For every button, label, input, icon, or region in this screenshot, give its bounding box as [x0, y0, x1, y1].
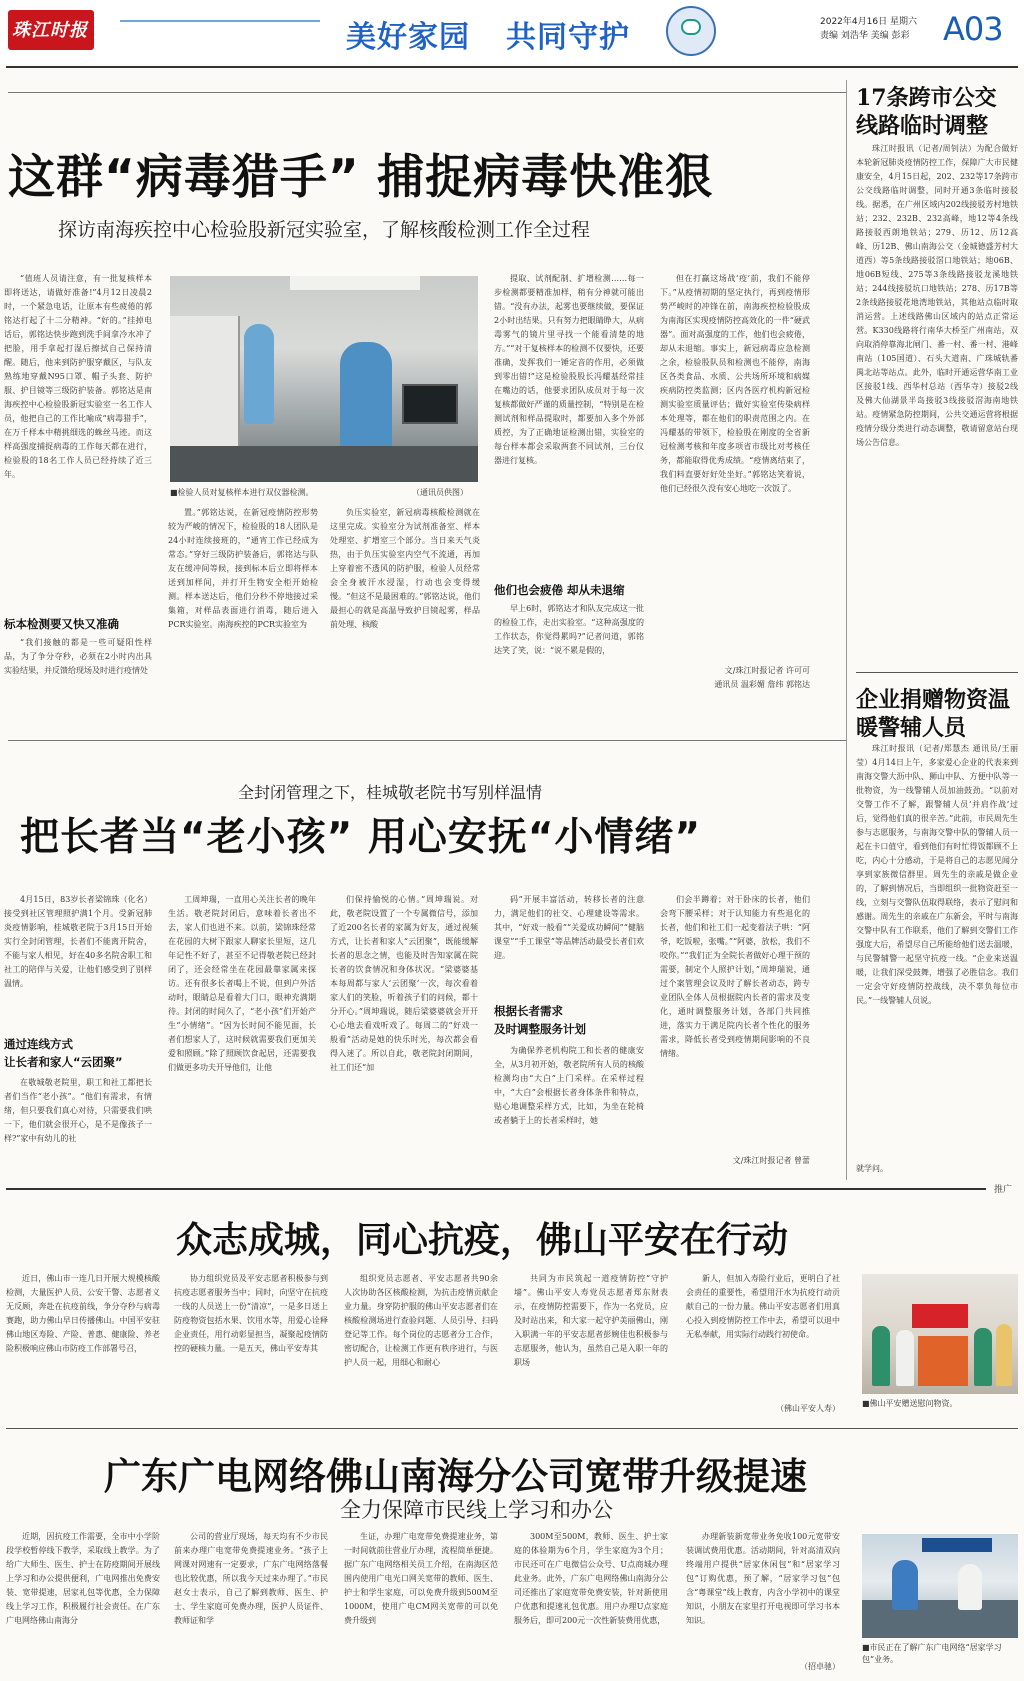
story2-col2: 工周坤瑞，一直用心关注长者的晚年生活。敬老院封闭后，意味着长者出不去，家人们也进不来。以前，梁锦珠经常在花园的大树下跟家人聊家长里短，这几年记性不好了，甚至不记得敬老院已经封闭了，还会经常坐在花园最靠家属来探访。还有很多长者喝上不说，但到户外活动时，眼睛总是看着大门口，眼神充满期待。封闭的时间久了，“老小孩”们开始产生“小情绪”。“因为长时间不能见面，长者们想家人了，这时候就需要我们更加关爱和照顾。”除了照顾饮食起居，还需要我们做更多功夫开导他们，让他: [168, 895, 316, 1072]
story3-tag: 推广: [994, 1185, 1013, 1195]
story2-top-rule: [8, 740, 846, 741]
story1-col1: “值班人员请注意，有一批复核样本即将送达，请做好准备!”4月12日凌晨2时，一个紧急电话，让原本有些疲倦的郭铭达打起了十二分精神。“好的。”挂掉电话后，郭铭达快步跑到洗手间拿冷水冲了把脸，用手拿起打湿后擦拭自己保持清醒。随后，他来到防护服穿戴区，与队友熟练地穿戴N95口罩、帽子头套、防护服、护目镜等三级防护装备。郭铭达是南海疾控中心检验股新冠实验室一名工作人员，他把自己的工作比喻成“病毒猎手”，在万千样本中精挑细选的蛛丝马迹。而这样高强度捕捉病毒的工作每天都在进行，检验股的18名工作人员已经持续了近三年。: [4, 274, 152, 479]
story2-col1b: 在敬城敬老院里，职工和社工都把长者们当作“老小孩”。“他们有需求，有情绪，但只要我们真心对待，只需要我们哄一下，他们就会很开心，是不是像孩子一样?”家中有幼儿的社: [4, 1078, 152, 1143]
promo-person-2: [896, 1330, 914, 1386]
counter-desk: [862, 1600, 1018, 1638]
story3-photo-caption: ■佛山平安赠送慰问物资。: [862, 1399, 958, 1408]
promo-banner: [912, 1304, 968, 1328]
story2-col4b: 为确保养老机构院工和长者的健康安全，从3月初开始，敬老院所有人员的核酸检测均由“大白”上门采样。在采样过程中，“大白”会根据长者身体条件和特点，贴心地调整采样方式，比如，为坐在轮椅或者躺于上的长者采样时，她: [494, 1046, 644, 1125]
masthead-rule: [6, 66, 1018, 68]
story3-col3: 组织党员志愿者、平安志愿者共90余人次协助各区核酸检测，为抗击疫情贡献企业力量。身穿防护服的佛山平安志愿者们在核酸检测场进行查验问题、人员引导、扫码登记等工作。每个岗位的志愿者分工合作，密切配合，让检测工作更有秩序进行，与医护人员一起，用细心和耐心: [344, 1274, 498, 1367]
story3-credit: （佛山平安人寿）: [776, 1404, 840, 1413]
counter-sign: [922, 1538, 992, 1552]
story1-subheadline: 探访南海疾控中心检验股新冠实验室，了解核酸检测工作全过程: [58, 219, 591, 241]
story3-col2: 协力组织党员及平安志愿者积极参与到抗疫志愿者服务当中；同时，向坚守在抗疫一线的人员送上一份“清凉”，一是多日送上防疫物资包括水果、饮用水等，用爱心诠释企业责任，用行动彰显担当，凝聚起疫情防控的硬核力量。一是五天，佛山平安寿其: [174, 1274, 328, 1353]
story4-credit: （招卓驰）: [800, 1662, 840, 1671]
story3-col4: 共同为市民筑起一道疫情防控“守护墙”。佛山平安人寿党员志愿者郑东财表示，在疫情防控需要下，作为一名党员，应及时站出来，和大家一起守护美丽佛山，刚入职满一年的平安志愿者彭婉佳也积极参与志愿服务，他认为，虽然自己是入职一年的职场: [514, 1274, 668, 1367]
story1-col3: 负压实验室，新冠病毒核酸检测就在这里完成。实验室分为试剂准备室、样本处理室、扩增室三个部分。当日来天气炎热，由于负压实验室内空气不流通，再加上穿着密不透风的防护服，检验人员经常会全身被汗水浸湿，行动也会变得缓慢。“但这不是最困难的。”郭铭达说，他们最担心的就是高温导致护目镜起雾，样品前处理、核酸: [330, 508, 480, 629]
lab-ceiling-light: [290, 276, 420, 290]
story4-col3: 生证，办理广电宽带免费提速业务，第一时间就前往营业厅办理，流程简单便捷。据广东广电网络相关员工介绍，在南海区范围内使用广电光口网关宽带的教师、医生、护士和学生家庭，可以免费升级到500M至1000M，使用广电CM网关宽带的可以免费升级到: [344, 1532, 498, 1625]
story4-col2: 公司的营业厅现场，每天均有不少市民前来办理广电宽带免费提速业务。“孩子上网课对网速有一定要求，广东广电网络落餐也比较优惠，所以我今天过来办理了。”市民赵女士表示，自己了解到教师、医生、护士、学生家庭可免费办理，医护人员证件、教师证和学: [174, 1532, 328, 1625]
story4-col5: 办理新装新宽带业务免收100元宽带安装调试费用优惠。活动期间，针对高清双向终端用户提供“居家休闲包”和“居家学习包”订购优惠，预了解，“居家学习包”包含“粤课堂”线上教育，内含小学初中的课堂知识，小朋友在家里打开电视即可学习书本知识。: [686, 1532, 840, 1625]
story1-subhead-1: 标本检测要又快又准确: [4, 617, 119, 631]
masthead-decor: [120, 20, 320, 22]
story1-subhead-2: 他们也会疲倦 却从未退缩: [494, 583, 625, 597]
sidebar2-tail: 就学问。: [856, 1164, 888, 1173]
story2-col1: 4月15日，83岁长者梁锦珠（化名）接受到社区管理照护满1个月。受新冠肺炎疫情影响，桂城敬老院于3月15日开始实行全封闭管理，长者们不能离开院舍，不能与家人相见，好在40多名院舍职工和社工的陪伴与关爱，让他们感受到了别样温情。: [4, 895, 152, 988]
masthead-date: 2022年4月16日 星期六: [820, 17, 917, 27]
masthead: [0, 0, 1024, 64]
story2-subhead-1b: 让长者和家人“云团聚”: [4, 1055, 123, 1069]
promo-person-4: [996, 1324, 1012, 1386]
story2-col4: 码”开展丰富活动，转移长者的注意力，满足他们的社交、心理建设等需求。其中，“好戏一般看”“关爱成功瞬间”“健脑课堂”“手工课堂”等品牌活动最受长者们欢迎。: [494, 895, 644, 960]
story3-top-rule: [6, 1188, 986, 1190]
sidebar-mid-rule: [856, 672, 1018, 673]
lab-worker-right: [340, 342, 392, 452]
story4-subheadline: 全力保障市民线上学习和办公: [340, 1498, 613, 1522]
story2-col3: 们保持愉悦的心情。”周坤瑞说。对此，敬老院设置了一个专属微信号，添加了近200名长者的家属为好友，通过视频方式，让长者和家人“云团聚”，既能缓解长者的思念之情，也能及时告知家属在院长者的饮食情况和身体状况。“梁婆婆基本每周都与家人‘云团聚’一次，每次看着家人们的笑脸，听着孩子们的问候，都十分开心。”周坤瑞说，随后梁婆婆就会开开心心地去看戏听戏了。每周二的“好戏一般看”活动是她的快乐时光，每次都会看得入迷了。所以自此，敬老院封闭期间，社工们还“加: [330, 895, 478, 1072]
promo-person-1: [872, 1326, 890, 1386]
story3-col5: 新人，但加入寿险行业后，更明白了社会责任的重要性，希望用汗水为抗疫行动贡献自己的一份力量。佛山平安志愿者们用真心投入到疫情防控工作中去，希望可以退中无私奉献，用实际行动践行初使命。: [686, 1274, 840, 1339]
sidebar2-headline: 企业捐赠物资温暖警辅人员: [856, 687, 1011, 741]
masthead-mascot-face: [681, 19, 701, 35]
masthead-slogan-a: 美好家园: [346, 20, 470, 55]
masthead-slogan-b: 共同守护: [506, 20, 630, 55]
lab-worker-left: [244, 324, 274, 424]
story1-photo-caption: ■检验人员对复核样本进行双仪器检测。: [170, 488, 314, 497]
story2-kicker: 全封闭管理之下，桂城敬老院书写别样温情: [238, 783, 543, 802]
sidebar-divider: [846, 80, 847, 1180]
story2-subhead-1a: 通过连线方式: [4, 1037, 73, 1051]
story3-col1: 近日，佛山市一连几日开展大规模核酸检测，大量医护人员、公安干警、志愿者义无反顾，奔赴在抗疫前线，争分夺秒与病毒赛跑，助力佛山早日传播佛山。中国平安驻佛山地区寿险、产险、普惠、健康险、养老险积极响应佛山市防疫工作部署号召，: [6, 1274, 160, 1353]
sidebar1-body: 珠江时报讯（记者/周钊法）为配合做好本轮新冠肺炎疫情防控工作，保障广大市民健康安全，4月15日起，202、232等17条跨市公交线路临时调整，同时开通3条临时接驳线。据悉，在广州区域内202线接驳芳村地铁站；232、232B、232高峰，地12等4条线路接驳西朗地铁站；279、历12、历12高峰、历12B、佛山南海公交（金城德盛芳村大道西）等5条线路接驳滘口地铁站；地06B、地06B短线、275等3条线路接驳龙溪地铁站；244线接驳坑口地铁站；278、历17B等2条线路接驳花地湾地铁站，其他站点临时取消运营。上述线路佛山区域内的站点正常运营。K330线路将行南华大桥至广州南站，双向取消停靠海北闸门、番一村、番一村、港峰南站（105国道）、石头大道南、广珠城轨番禺北站等站点。此外，临时开通运营华南工业区接驳1线、西华村总站（西华寺）接驳2线及佛大仙湖景半岛接驳3线接驳滘海南地铁站。疫情紧急防控期间，公共交通运营将根据疫情分级分类进行动态调整，敬请留意站台现场公告信息。: [856, 144, 1018, 447]
lab-cabinet: [170, 316, 240, 466]
story1-col4b: 早上6时，郭铭达才和队友完成这一批的检验工作，走出实验室。“这种高强度的工作状态，你觉得累吗?”记者问道，郭铭达笑了笑，说：“说不累是假的，: [494, 604, 644, 655]
masthead-editors: 责编 刘浩华 美编 彭彩: [820, 31, 910, 41]
story2-subhead-2b: 及时调整服务计划: [494, 1022, 586, 1036]
lab-monitor: [402, 384, 458, 424]
story4-headline: 广东广电网络佛山南海分公司宽带升级提速: [104, 1455, 807, 1498]
story4-col4: 300M至500M，教师、医生、护士家庭的体验期为6个月，学生家庭为3个月；市民还可在广电微信公众号、U点商城办理此业务。此外，广东广电网络佛山南海分公司还推出了家庭宽带免费安装，针对新使用户优惠和提速礼包优惠。用户办理U点家庭服务后，即可200元一次性新装费用优惠，: [514, 1532, 668, 1625]
citizen-figure: [892, 1560, 918, 1610]
story1-photo-credit: （通讯员供图）: [412, 488, 468, 497]
story1-col1b: “我们接触的都是一些可疑阳性样品，为了争分夺秒，必须在2小时内出具实验结果，并反馈给现场及时进行疫情处: [4, 638, 152, 675]
lab-bench: [170, 446, 478, 482]
story1-photo: [170, 276, 478, 482]
masthead-logo-text: 珠江时报: [12, 20, 88, 41]
story3-headline: 众志成城，同心抗疫，佛山平安在行动: [176, 1220, 789, 1261]
story1-col2: 置。”郭铭达说，在新冠疫情防控形势较为严峻的情况下，检验股的18人团队是24小时连续接班的，“通宵工作已经成为常态。”穿好三级防护装备后，郭铭达与队友在缓冲间等候，接到标本后立即将样本送到加样间，并打开生物安全柜开始检测。样本送达后，他们分秒不停地接过采集箱，对样品表面进行消毒，随后进入PCR实验室。南海疾控的PCR实验室为: [168, 508, 318, 629]
story1-headline: 这群“病毒猎手” 捕捉病毒快准狠: [8, 150, 714, 205]
story2-credit: 文/珠江时报记者 曾蕾: [732, 1156, 810, 1165]
story1-top-rule: [8, 92, 846, 93]
story1-credit: 文/珠江时报记者 许可可 通讯员 温彩媚 詹纬 郭铭达: [714, 666, 810, 689]
story2-subhead-2a: 根据长者需求: [494, 1004, 563, 1018]
promo-boxes: [918, 1336, 968, 1386]
sidebar1-headline: 17条跨市公交线路临时调整: [856, 85, 997, 139]
story3-photo: [862, 1274, 1018, 1394]
story4-photo-caption: ■市民正在了解广东广电网络“居家学习包”业务。: [862, 1643, 1002, 1664]
story4-top-rule: [6, 1428, 1018, 1429]
page-number: A03: [943, 10, 1003, 48]
story2-headline: 把长者当“老小孩” 用心安抚“小情绪”: [20, 815, 702, 860]
story1-col5: 但在打赢这场战‘疫’前，我们不能停下。”从疫情初期的坚定执行，再到疫情形势严峻时的冲锋在前，南海疾控检验股成为南海区实现疫情防控高效化的一件“硬武器”。面对高强度的工作，他们也会疲倦，却从未退缩。事实上，新冠病毒应急检测之余，检验股队员和检测也不能停，南海区各类食品、水质、公共场所环境和病媒疾病防控类监测；区内各医疗机构新冠检测实验室质量评估；做好实验室传染病样本处理等，都在他们的职责范围之内。在冯耀基的带领下，检验股在刚度的全省新冠检测考核和年度多项省市级比对考核任务，都能取得优秀成绩。“疫情离结束了，我们料直要好好处坐好。”郭铭达笑着说，他们已经很久没有安心地吃一次饭了。: [660, 274, 810, 493]
story2-col5: 们会半蹲着；对于卧床的长者，他们会弯下腰采样；对于认知能力有些退化的长者，他们和社工们一起变着法子哄：“阿爷，吃饭啦，张嘴。”“阿婆，放松，我们不咬你。”“我们正为全院长者做好心理干预的需要，制定个人照护计划，”周坤瑞说，通过个案管理会议及时了解长者动态，跨专业团队全体人员根据院内长者的需求及变化，通时调整服务计划，各部门共同推进，落实力于满足院内长者个性化的服务需求，降低长者受到疫情期间影响的不良情绪。: [660, 895, 810, 1058]
story4-photo: [862, 1534, 1018, 1638]
promo-person-3: [974, 1328, 992, 1386]
story1-col4: 提取、试剂配制、扩增检测……每一步检测都要精准加样，稍有分神就可能出错。“没有办法，起雾也要继续做，要保证2小时出结果。只有努力把眼睛睁大，从病毒雾气的镜片里寻找一个能看清楚的地方。”“对于复核样本的检测不仅要快，还要准确，发挥我们一锤定音的作用，必须做到零出错!”这是检验股股长冯耀基经常挂在嘴边的话，他要求团队成员对于每一次复核都做好严谨的质量控制，“特别是在检测试剂和样品提取时，都要加入多个外部质控，为了正确地证检测出错，实验室的每台样本都会采取两套不同试剂，三台仪器进行复核。: [494, 274, 644, 465]
sidebar2-body: 珠江时报讯（记者/郑慧杰 通讯员/王丽莹）4月14日上午，多家爱心企业的代表来到南海交警大沥中队、狮山中队、方便中队等一批物资，为一线警辅人员加油鼓劲。“以前对交警工作不了解，跟警辅人员‘并肩作战’过后，觉得他们真的很辛苦。”此前，市民周先生参与志愿服务，与南海交警中队的警辅人员一起在卡口值守，看到他们有时忙得饭都顾不上吃，内心十分感动，于是将自己的志愿见闻分享到家族微信群里。周先生的亲戚是做企业的，了解到情况后，当即组织一批物资赶至一线，立刻与交警队伍取得联络，表示了慰问和感谢。周先生的亲戚在广东新会，平时与南海交警中队有工作联系，他们了解到交警们工作强度大后，希望尽自己所能给他们送去温暖，与民警辅警一起坚守抗疫一线。“企业来送温暖，让我们深受鼓舞，增强了必胜信念。我们一定会守好疫情防控战线，决不辜负每位市民。”一线警辅人员说。: [856, 744, 1018, 1005]
staff-figure: [958, 1564, 982, 1610]
story4-col1: 近期，因抗疫工作需要，全市中小学阶段学校暂停线下教学，采取线上教学。为了给广大师生、医生、护士在防疫期间开展线上学习和办公提供便利，广电网推出免费安装、宽带提速，居家礼包等优惠，全力保障线上学习工作，积极履行社会责任。在广东广电网络佛山南海分: [6, 1532, 160, 1625]
